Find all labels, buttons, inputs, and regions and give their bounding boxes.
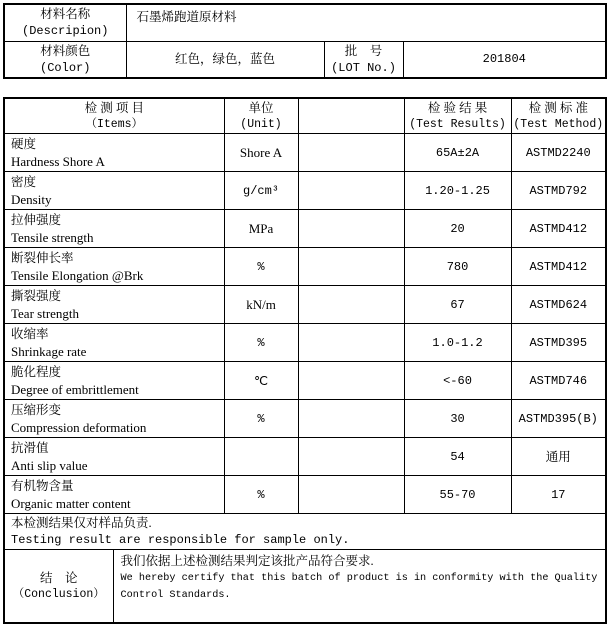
method-cell [511, 438, 606, 476]
item-name-cn: 收缩率 [11, 326, 49, 341]
item-name-en: Anti slip value [11, 457, 88, 473]
unit-value: Shore A [239, 144, 283, 160]
material-color-label-cn: 材料颜色 [40, 43, 91, 58]
result-value: 55-70 [439, 488, 476, 502]
disclaimer-cell [4, 514, 606, 550]
method-cell [511, 134, 606, 172]
unit-cell [224, 134, 298, 172]
item-cell [4, 438, 224, 476]
lot-value-cell [403, 41, 606, 78]
test-results-table [3, 97, 607, 624]
unit-cell [224, 286, 298, 324]
column-header-unit-cn: 单位 [248, 101, 274, 115]
material-name-label [4, 4, 126, 41]
result-cell [404, 438, 511, 476]
column-header-items-en: （Items） [85, 118, 144, 131]
column-header-items [4, 98, 224, 134]
column-header-blank [298, 98, 404, 134]
unit-value: g/cm³ [243, 184, 280, 198]
table-row-embrittlement [4, 362, 606, 400]
column-header-method-cn: 检 测 标 准 [528, 101, 588, 115]
item-name-cn: 压缩形变 [11, 402, 62, 417]
result-cell [404, 172, 511, 210]
material-color-value: 红色，绿色，蓝色 [174, 52, 275, 66]
material-name-value-cell [126, 4, 606, 41]
result-value: 54 [450, 450, 465, 464]
material-color-value-cell [126, 41, 324, 78]
result-value: 1.0-1.2 [432, 336, 483, 350]
blank-cell [298, 324, 404, 362]
item-cell [4, 134, 224, 172]
result-cell [404, 286, 511, 324]
item-cell [4, 172, 224, 210]
item-name-cn: 拉伸强度 [11, 212, 62, 227]
blank-cell [298, 476, 404, 514]
result-value: 30 [450, 412, 465, 426]
material-name-label-cn: 材料名称 [40, 7, 91, 22]
result-cell [404, 324, 511, 362]
conclusion-text-en: We hereby certify that this batch of product is in conformity with the Quality Control Standards. [120, 573, 598, 601]
conclusion-label-cn: 结 论 [39, 570, 78, 585]
conclusion-label-en: （Conclusion） [12, 587, 105, 601]
method-value: ASTMD412 [529, 222, 588, 236]
disclaimer-cn: 本检测结果仅对样品负责. [11, 516, 152, 530]
blank-cell [298, 210, 404, 248]
item-name-en: Hardness Shore A [11, 153, 105, 169]
unit-cell [224, 476, 298, 514]
material-color-label [4, 41, 126, 78]
item-name-cn: 脆化程度 [11, 364, 62, 379]
result-cell [404, 362, 511, 400]
item-name-en: Shrinkage rate [11, 343, 87, 359]
unit-value: % [257, 412, 265, 426]
item-name-cn: 密度 [11, 174, 37, 189]
column-header-method-en: (Test Method) [513, 118, 604, 131]
item-name-en: Degree of embrittlement [11, 381, 139, 397]
column-header-unit [224, 98, 298, 134]
disclaimer-row [4, 514, 606, 550]
item-name-en: Density [11, 191, 52, 207]
unit-value: kN/m [246, 296, 276, 312]
method-value: ASTMD412 [529, 260, 588, 274]
item-name-en: Compression deformation [11, 419, 147, 435]
method-value: ASTMD624 [529, 298, 588, 312]
item-cell [4, 286, 224, 324]
material-name-value: 石墨烯跑道原材料 [136, 10, 237, 24]
method-cell [511, 362, 606, 400]
item-name-cn: 硬度 [11, 136, 37, 151]
item-cell [4, 210, 224, 248]
method-value: 通用 [545, 449, 571, 464]
unit-value: % [257, 336, 265, 350]
item-name-en: Tear strength [11, 305, 80, 321]
result-cell [404, 248, 511, 286]
result-cell [404, 134, 511, 172]
item-cell [4, 362, 224, 400]
method-cell [511, 400, 606, 438]
column-header-results-cn: 检 验 结 果 [427, 101, 488, 115]
column-header-results-en: (Test Results) [409, 118, 506, 131]
material-name-label-en: (Descripion) [22, 24, 109, 39]
item-cell [4, 248, 224, 286]
item-name-en: Organic matter content [11, 495, 131, 511]
result-value: 65A±2A [435, 146, 480, 160]
material-color-label-en: (Color) [40, 60, 91, 75]
table-row-hardness [4, 134, 606, 172]
item-cell [4, 476, 224, 514]
method-cell [511, 324, 606, 362]
column-header-items-cn: 检 测 项 目 [84, 101, 144, 115]
item-name-en: Tensile strength [11, 229, 94, 245]
unit-cell [224, 438, 298, 476]
unit-cell [224, 362, 298, 400]
lot-label-cn: 批 号 [344, 43, 383, 58]
table-row-tear-strength [4, 286, 606, 324]
conclusion-text-cell [113, 550, 606, 623]
lot-value: 201804 [482, 51, 526, 66]
blank-cell [298, 248, 404, 286]
conclusion-row [4, 550, 606, 623]
unit-value: MPa [248, 220, 274, 236]
method-value: ASTMD395 [529, 336, 588, 350]
item-cell [4, 324, 224, 362]
method-value: ASTMD792 [529, 184, 588, 198]
blank-cell [298, 400, 404, 438]
result-cell [404, 476, 511, 514]
table-row-anti-slip [4, 438, 606, 476]
table-row-tensile-strength [4, 210, 606, 248]
item-name-en: Tensile Elongation @Brk [11, 267, 144, 283]
method-value: ASTMD395(B) [518, 412, 598, 426]
item-name-cn: 抗滑值 [11, 440, 49, 455]
table-row-density [4, 172, 606, 210]
result-value: 780 [446, 260, 469, 274]
result-value: 20 [450, 222, 465, 236]
method-cell [511, 476, 606, 514]
method-cell [511, 172, 606, 210]
unit-cell [224, 248, 298, 286]
result-cell [404, 400, 511, 438]
method-cell [511, 286, 606, 324]
blank-cell [298, 438, 404, 476]
result-value: 67 [450, 298, 465, 312]
result-value: 1.20-1.25 [425, 184, 490, 198]
method-cell [511, 210, 606, 248]
column-header-results [404, 98, 511, 134]
table-row-shrinkage [4, 324, 606, 362]
result-cell [404, 210, 511, 248]
blank-cell [298, 172, 404, 210]
method-value: ASTMD746 [529, 374, 588, 388]
column-header-method [511, 98, 606, 134]
unit-cell [224, 172, 298, 210]
conclusion-text-cn: 我们依据上述检测结果判定该批产品符合要求. [120, 554, 374, 568]
unit-cell [224, 324, 298, 362]
method-value: 17 [551, 488, 566, 502]
unit-cell [224, 400, 298, 438]
method-cell [511, 248, 606, 286]
item-name-cn: 断裂伸长率 [11, 250, 74, 265]
method-value: ASTMD2240 [525, 146, 591, 160]
unit-value: % [257, 260, 265, 274]
unit-cell [224, 210, 298, 248]
lot-label-en: (LOT No.) [331, 60, 396, 75]
blank-cell [298, 362, 404, 400]
table-row-organic-content [4, 476, 606, 514]
unit-value: ℃ [253, 373, 269, 388]
conclusion-label-cell [4, 550, 113, 623]
material-info-table [3, 3, 607, 79]
unit-value: % [257, 488, 265, 502]
blank-cell [298, 134, 404, 172]
item-name-cn: 有机物含量 [11, 478, 74, 493]
table-row-compression [4, 400, 606, 438]
item-cell [4, 400, 224, 438]
column-header-unit-en: (Unit) [240, 118, 282, 131]
result-value: <-60 [443, 374, 472, 388]
disclaimer-en: Testing result are responsible for sample only. [11, 533, 350, 547]
item-name-cn: 撕裂强度 [11, 288, 62, 303]
table-row-elongation [4, 248, 606, 286]
lot-label [324, 41, 403, 78]
blank-cell [298, 286, 404, 324]
